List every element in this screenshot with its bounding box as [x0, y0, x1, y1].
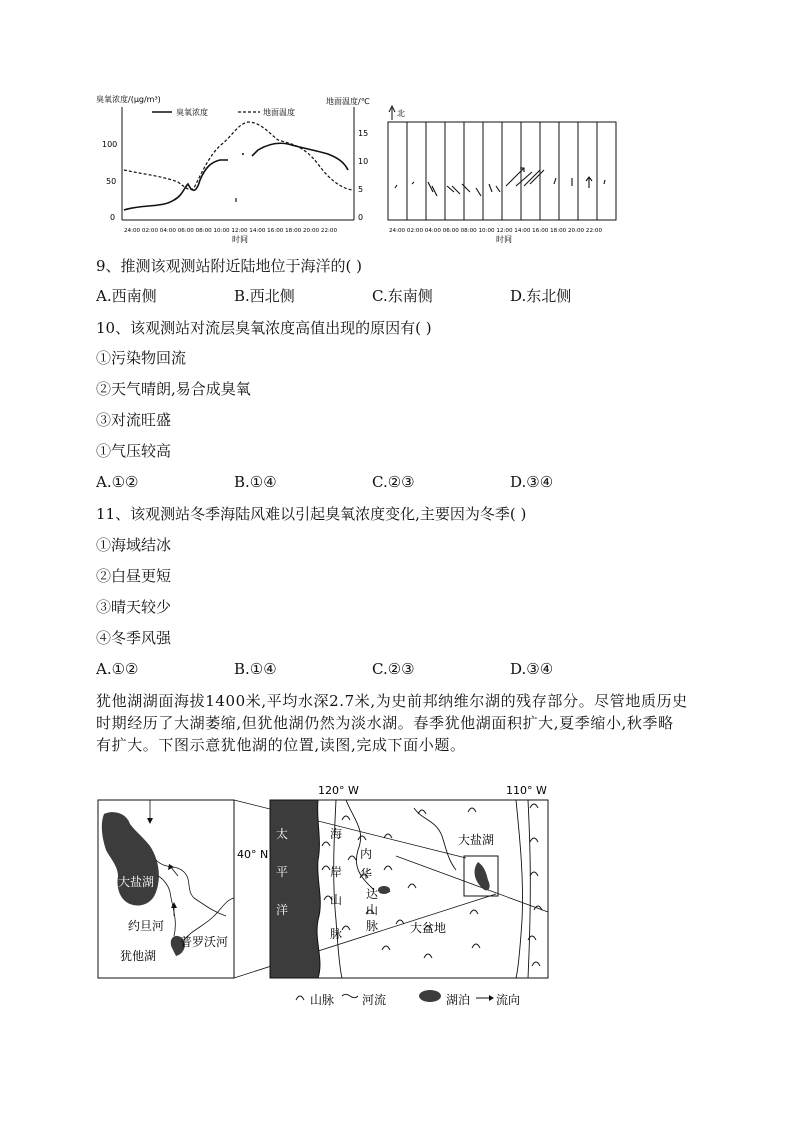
lon-110-label: 110° W: [506, 784, 547, 797]
pacific-label-1: 太: [276, 827, 289, 841]
question-10-statement-4: ①气压较高: [96, 442, 172, 460]
legend-river-label: 河流: [362, 993, 387, 1007]
lon-120-label: 120° W: [318, 784, 359, 797]
wind-gridlines: [407, 122, 597, 220]
wind-chart: [388, 106, 616, 244]
y-left-tick-50: 50: [106, 177, 117, 186]
option-d[interactable]: D.③④: [510, 473, 554, 491]
y-right-label: 地面温度/℃: [326, 97, 370, 106]
option-b[interactable]: B.西北侧: [234, 287, 295, 305]
option-d[interactable]: D.③④: [510, 660, 554, 678]
y-right-tick-5: 5: [358, 185, 364, 194]
option-c[interactable]: C.②③: [372, 473, 415, 491]
option-a[interactable]: A.①②: [96, 660, 139, 678]
ozone-temperature-chart: [96, 94, 370, 244]
utah-lake-label: 犹他湖: [120, 949, 157, 963]
wind-x-label: 时间: [496, 235, 512, 244]
legend-flow-arrow-head: [489, 995, 494, 1001]
y-right-tick-0: 0: [358, 213, 364, 222]
question-9-stem: 9、推测该观测站附近陆地位于海洋的( ): [96, 257, 363, 275]
question-11-stem: 11、该观测站冬季海陆风难以引起臭氧浓度变化,主要因为冬季( ): [96, 505, 527, 523]
question-10-statement-2: ②天气晴朗,易合成臭氧: [96, 380, 251, 398]
question-10-statement-1: ①污染物回流: [96, 349, 187, 367]
coast-range-label-2: 岸: [330, 865, 343, 879]
jordan-river-label: 约旦河: [128, 919, 165, 933]
legend-mountain-icon: [296, 996, 304, 1000]
north-label: 北: [397, 109, 405, 118]
y-left-tick-0: 0: [110, 213, 116, 222]
legend-mountain-label: 山脉: [310, 993, 335, 1007]
coast-range-label-3: 山: [330, 893, 343, 907]
question-10-statement-3: ③对流旺盛: [96, 411, 172, 429]
pacific-label-2: 平: [276, 865, 289, 879]
y-left-tick-100: 100: [102, 140, 118, 149]
sierra-label-2: 华: [360, 867, 373, 881]
passage-line: 时期经历了大湖萎缩,但犹他湖仍然为淡水湖。春季犹他湖面积扩大,夏季缩小,秋季略: [96, 714, 674, 732]
option-d[interactable]: D.东北侧: [510, 287, 572, 305]
question-11-statement-1: ①海域结冰: [96, 536, 172, 554]
option-c[interactable]: C.②③: [372, 660, 415, 678]
coast-range-label-4: 脉: [330, 927, 343, 941]
lat-40-label: 40° N: [237, 848, 269, 861]
ozone-wind-figure: [92, 92, 632, 244]
question-10-stem: 10、该观测站对流层臭氧浓度高值出现的原因有( ): [96, 319, 432, 337]
sierra-label-1: 内: [360, 847, 373, 861]
great-basin-label: 大盆地: [410, 921, 447, 935]
x-ticks: 24:00 02:00 04:00 06:00 08:00 10:00 12:00 14:00 16:00 18:00 20:00 22:00: [124, 228, 338, 234]
passage: [96, 690, 700, 756]
passage-line: 犹他湖湖面海拔1400米,平均水深2.7米,为史前邦纳维尔湖的残存部分。尽管地质历史: [96, 692, 688, 710]
question-11-statement-2: ②白昼更短: [96, 567, 172, 585]
legend-lake-icon: [419, 990, 441, 1002]
pacific-label-3: 洋: [276, 903, 289, 917]
wind-x-ticks: 24:00 02:00 04:00 06:00 08:00 10:00 12:00 14:00 16:00 18:00 20:00 22:00: [389, 228, 603, 234]
great-salt-lake-label: 大盐湖: [458, 833, 495, 847]
y-left-label: 臭氧浓度/(μg/m³): [96, 95, 161, 104]
utah-lake-map: [96, 780, 556, 1010]
map-legend: [296, 990, 520, 1007]
x-label: 时间: [232, 235, 248, 244]
option-a[interactable]: A.①②: [96, 473, 139, 491]
y-right-tick-10: 10: [358, 157, 369, 166]
legend-ozone-label: 臭氧浓度: [176, 108, 208, 117]
legend-river-icon: [342, 994, 358, 997]
sierra-label-5: 脉: [366, 919, 379, 933]
provo-river-label: 普罗沃河: [180, 935, 229, 949]
inset-great-salt-lake-label: 大盐湖: [118, 875, 155, 889]
temperature-curve: [124, 122, 352, 190]
sierra-label-4: 山: [366, 903, 379, 917]
sierra-label-3: 达: [366, 887, 379, 901]
question-11-statement-4: ④冬季风强: [96, 629, 172, 647]
coast-range-label-1: 海: [330, 827, 343, 841]
option-b[interactable]: B.①④: [234, 660, 277, 678]
passage-line: 有扩大。下图示意犹他湖的位置,读图,完成下面小题。: [96, 736, 466, 754]
question-11-statement-3: ③晴天较少: [96, 598, 172, 616]
legend-lake-label: 湖泊: [446, 993, 471, 1007]
option-c[interactable]: C.东南侧: [372, 287, 433, 305]
small-lake: [378, 886, 390, 894]
y-right-tick-15: 15: [358, 129, 369, 138]
option-a[interactable]: A.西南侧: [96, 287, 157, 305]
legend-temp-label: 地面温度: [263, 108, 295, 117]
legend-flow-label: 流向: [496, 993, 521, 1007]
option-b[interactable]: B.①④: [234, 473, 277, 491]
